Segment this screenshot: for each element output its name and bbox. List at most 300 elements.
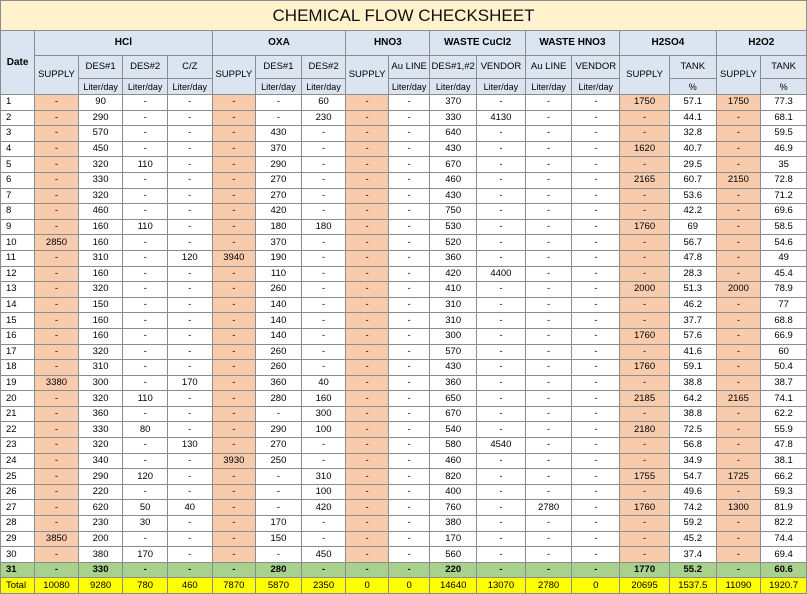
value-cell: -: [388, 531, 429, 547]
value-cell: -: [620, 344, 670, 360]
date-cell: 29: [1, 531, 35, 547]
value-cell: -: [35, 328, 79, 344]
value-cell: -: [212, 313, 256, 329]
value-cell: -: [167, 110, 212, 126]
value-cell: -: [477, 469, 526, 485]
value-cell: 520: [430, 235, 477, 251]
value-cell: -: [716, 141, 761, 157]
value-cell: 13070: [477, 578, 526, 594]
value-cell: 78.9: [761, 282, 807, 298]
column-header: SUPPLY: [212, 56, 256, 95]
date-cell: 19: [1, 375, 35, 391]
value-cell: -: [572, 344, 620, 360]
value-cell: 40: [167, 500, 212, 516]
column-header: DES#1: [78, 56, 123, 79]
value-cell: 300: [78, 375, 123, 391]
value-cell: 560: [430, 547, 477, 563]
value-cell: -: [346, 375, 389, 391]
value-cell: 55.2: [669, 562, 716, 578]
value-cell: 1750: [620, 95, 670, 111]
value-cell: -: [525, 484, 572, 500]
value-cell: -: [212, 126, 256, 142]
value-cell: 42.2: [669, 204, 716, 220]
value-cell: 3940: [212, 250, 256, 266]
value-cell: -: [388, 516, 429, 532]
value-cell: -: [346, 547, 389, 563]
value-cell: -: [388, 141, 429, 157]
value-cell: -: [620, 235, 670, 251]
value-cell: 2165: [716, 391, 761, 407]
value-cell: -: [477, 516, 526, 532]
value-cell: -: [572, 126, 620, 142]
value-cell: -: [388, 438, 429, 454]
value-cell: -: [346, 235, 389, 251]
value-cell: 420: [430, 266, 477, 282]
value-cell: -: [346, 344, 389, 360]
value-cell: 220: [78, 484, 123, 500]
value-cell: -: [477, 453, 526, 469]
value-cell: 68.8: [761, 313, 807, 329]
value-cell: -: [388, 360, 429, 376]
value-cell: -: [525, 95, 572, 111]
value-cell: 430: [430, 141, 477, 157]
value-cell: -: [212, 516, 256, 532]
value-cell: 49.6: [669, 484, 716, 500]
value-cell: -: [477, 250, 526, 266]
value-cell: -: [346, 360, 389, 376]
value-cell: -: [123, 297, 168, 313]
table-row: [1, 469, 807, 485]
value-cell: 640: [430, 126, 477, 142]
value-cell: -: [35, 266, 79, 282]
sheet-title: CHEMICAL FLOW CHECKSHEET: [1, 1, 807, 31]
value-cell: 10080: [35, 578, 79, 594]
unit-header: Liter/day: [477, 79, 526, 95]
column-header: DES#1: [256, 56, 302, 79]
value-cell: 38.1: [761, 453, 807, 469]
value-cell: -: [35, 282, 79, 298]
value-cell: -: [212, 188, 256, 204]
value-cell: -: [346, 406, 389, 422]
table-row: [1, 484, 807, 500]
value-cell: 330: [78, 172, 123, 188]
value-cell: -: [572, 172, 620, 188]
value-cell: 1760: [620, 328, 670, 344]
value-cell: -: [346, 141, 389, 157]
value-cell: 180: [256, 219, 302, 235]
value-cell: -: [167, 406, 212, 422]
value-cell: 460: [167, 578, 212, 594]
value-cell: 620: [78, 500, 123, 516]
value-cell: -: [346, 266, 389, 282]
value-cell: -: [477, 235, 526, 251]
value-cell: -: [167, 562, 212, 578]
table-row: [1, 344, 807, 360]
value-cell: -: [123, 328, 168, 344]
value-cell: 360: [430, 250, 477, 266]
column-header: C/Z: [167, 56, 212, 79]
value-cell: 220: [430, 562, 477, 578]
value-cell: 310: [430, 297, 477, 313]
value-cell: -: [167, 469, 212, 485]
value-cell: 68.1: [761, 110, 807, 126]
value-cell: 300: [301, 406, 346, 422]
value-cell: -: [35, 469, 79, 485]
value-cell: -: [716, 313, 761, 329]
value-cell: -: [572, 469, 620, 485]
date-cell: 8: [1, 204, 35, 220]
value-cell: 270: [256, 172, 302, 188]
value-cell: -: [525, 375, 572, 391]
value-cell: -: [301, 172, 346, 188]
subheader-row: [1, 56, 807, 79]
group-oxa: OXA: [212, 31, 346, 56]
value-cell: 570: [430, 344, 477, 360]
value-cell: -: [123, 313, 168, 329]
value-cell: 170: [430, 531, 477, 547]
value-cell: -: [212, 531, 256, 547]
value-cell: -: [123, 406, 168, 422]
value-cell: -: [167, 219, 212, 235]
value-cell: 410: [430, 282, 477, 298]
value-cell: 11090: [716, 578, 761, 594]
value-cell: 110: [123, 219, 168, 235]
value-cell: -: [572, 204, 620, 220]
value-cell: 1537.5: [669, 578, 716, 594]
value-cell: 430: [256, 126, 302, 142]
value-cell: 360: [430, 375, 477, 391]
value-cell: -: [167, 172, 212, 188]
value-cell: -: [525, 297, 572, 313]
column-header: SUPPLY: [620, 56, 670, 95]
value-cell: 4540: [477, 438, 526, 454]
table-row: [1, 235, 807, 251]
value-cell: -: [301, 360, 346, 376]
value-cell: -: [301, 453, 346, 469]
value-cell: -: [525, 157, 572, 173]
value-cell: -: [716, 360, 761, 376]
value-cell: 370: [256, 141, 302, 157]
value-cell: 370: [430, 95, 477, 111]
date-cell: 25: [1, 469, 35, 485]
value-cell: -: [572, 375, 620, 391]
value-cell: -: [572, 250, 620, 266]
value-cell: -: [620, 266, 670, 282]
value-cell: -: [525, 453, 572, 469]
value-cell: 1760: [620, 500, 670, 516]
value-cell: 760: [430, 500, 477, 516]
value-cell: -: [123, 531, 168, 547]
value-cell: 29.5: [669, 157, 716, 173]
value-cell: 1725: [716, 469, 761, 485]
value-cell: -: [525, 110, 572, 126]
value-cell: -: [35, 126, 79, 142]
value-cell: 2000: [620, 282, 670, 298]
value-cell: 50: [123, 500, 168, 516]
value-cell: -: [388, 313, 429, 329]
value-cell: -: [525, 266, 572, 282]
value-cell: -: [716, 157, 761, 173]
value-cell: -: [35, 500, 79, 516]
value-cell: -: [346, 453, 389, 469]
value-cell: -: [525, 313, 572, 329]
value-cell: -: [572, 562, 620, 578]
value-cell: 230: [78, 516, 123, 532]
value-cell: -: [477, 360, 526, 376]
table-row: [1, 110, 807, 126]
table-row: [1, 297, 807, 313]
value-cell: -: [620, 453, 670, 469]
value-cell: -: [572, 219, 620, 235]
value-cell: 650: [430, 391, 477, 407]
value-cell: 1760: [620, 360, 670, 376]
value-cell: -: [572, 547, 620, 563]
value-cell: -: [525, 188, 572, 204]
value-cell: 28.3: [669, 266, 716, 282]
value-cell: 460: [78, 204, 123, 220]
value-cell: 38.7: [761, 375, 807, 391]
table-row: [1, 375, 807, 391]
value-cell: -: [35, 297, 79, 313]
date-cell: 28: [1, 516, 35, 532]
value-cell: -: [123, 282, 168, 298]
value-cell: -: [212, 172, 256, 188]
value-cell: 2180: [620, 422, 670, 438]
value-cell: -: [388, 469, 429, 485]
value-cell: -: [525, 282, 572, 298]
value-cell: 77: [761, 297, 807, 313]
column-header: VENDOR: [572, 56, 620, 79]
value-cell: -: [123, 95, 168, 111]
value-cell: -: [346, 531, 389, 547]
value-cell: -: [525, 562, 572, 578]
value-cell: -: [35, 422, 79, 438]
value-cell: -: [572, 282, 620, 298]
value-cell: -: [477, 391, 526, 407]
value-cell: -: [301, 282, 346, 298]
value-cell: -: [123, 344, 168, 360]
value-cell: -: [35, 95, 79, 111]
value-cell: -: [212, 110, 256, 126]
value-cell: -: [212, 469, 256, 485]
value-cell: -: [212, 484, 256, 500]
value-cell: -: [167, 484, 212, 500]
unit-header: Liter/day: [301, 79, 346, 95]
value-cell: -: [388, 235, 429, 251]
value-cell: -: [388, 204, 429, 220]
value-cell: -: [301, 141, 346, 157]
value-cell: -: [716, 297, 761, 313]
value-cell: -: [716, 126, 761, 142]
unit-header: Liter/day: [572, 79, 620, 95]
value-cell: -: [35, 172, 79, 188]
value-cell: 66.2: [761, 469, 807, 485]
date-cell: 23: [1, 438, 35, 454]
value-cell: 5870: [256, 578, 302, 594]
value-cell: -: [35, 188, 79, 204]
value-cell: -: [716, 531, 761, 547]
value-cell: -: [388, 172, 429, 188]
value-cell: -: [388, 484, 429, 500]
value-cell: -: [572, 297, 620, 313]
value-cell: -: [388, 562, 429, 578]
value-cell: 670: [430, 406, 477, 422]
value-cell: -: [716, 344, 761, 360]
column-header: Au LINE: [525, 56, 572, 79]
date-cell: 13: [1, 282, 35, 298]
value-cell: 0: [388, 578, 429, 594]
value-cell: -: [346, 422, 389, 438]
table-row: [1, 188, 807, 204]
value-cell: -: [716, 188, 761, 204]
value-cell: 250: [256, 453, 302, 469]
value-cell: 160: [78, 219, 123, 235]
value-cell: 230: [301, 110, 346, 126]
value-cell: 80: [123, 422, 168, 438]
value-cell: 2850: [35, 235, 79, 251]
value-cell: 77.3: [761, 95, 807, 111]
value-cell: 320: [78, 282, 123, 298]
value-cell: 2185: [620, 391, 670, 407]
value-cell: -: [167, 297, 212, 313]
value-cell: 59.2: [669, 516, 716, 532]
value-cell: 400: [430, 484, 477, 500]
value-cell: -: [572, 516, 620, 532]
value-cell: -: [346, 157, 389, 173]
value-cell: -: [572, 422, 620, 438]
value-cell: -: [716, 328, 761, 344]
value-cell: -: [525, 438, 572, 454]
value-cell: -: [525, 172, 572, 188]
value-cell: -: [256, 406, 302, 422]
value-cell: -: [477, 562, 526, 578]
value-cell: -: [35, 344, 79, 360]
value-cell: 300: [430, 328, 477, 344]
value-cell: 750: [430, 204, 477, 220]
value-cell: -: [167, 204, 212, 220]
value-cell: 460: [430, 453, 477, 469]
date-cell: 22: [1, 422, 35, 438]
value-cell: -: [123, 235, 168, 251]
value-cell: 2150: [716, 172, 761, 188]
value-cell: -: [620, 375, 670, 391]
value-cell: -: [301, 126, 346, 142]
value-cell: -: [388, 453, 429, 469]
value-cell: 430: [430, 360, 477, 376]
value-cell: -: [716, 235, 761, 251]
value-cell: -: [346, 500, 389, 516]
column-header: SUPPLY: [716, 56, 761, 95]
value-cell: -: [346, 313, 389, 329]
value-cell: -: [301, 266, 346, 282]
value-cell: 540: [430, 422, 477, 438]
value-cell: 670: [430, 157, 477, 173]
value-cell: -: [477, 422, 526, 438]
value-cell: -: [620, 484, 670, 500]
value-cell: -: [35, 516, 79, 532]
value-cell: -: [525, 219, 572, 235]
value-cell: -: [525, 235, 572, 251]
value-cell: 330: [78, 422, 123, 438]
value-cell: -: [167, 360, 212, 376]
value-cell: -: [301, 562, 346, 578]
value-cell: 46.9: [761, 141, 807, 157]
value-cell: 570: [78, 126, 123, 142]
value-cell: -: [388, 157, 429, 173]
date-cell: 5: [1, 157, 35, 173]
value-cell: -: [212, 204, 256, 220]
value-cell: -: [525, 547, 572, 563]
value-cell: -: [301, 531, 346, 547]
table-row: [1, 406, 807, 422]
value-cell: -: [525, 516, 572, 532]
value-cell: 58.5: [761, 219, 807, 235]
value-cell: 310: [430, 313, 477, 329]
date-cell: 11: [1, 250, 35, 266]
value-cell: -: [572, 500, 620, 516]
value-cell: -: [301, 157, 346, 173]
value-cell: 47.8: [761, 438, 807, 454]
value-cell: -: [477, 282, 526, 298]
value-cell: -: [212, 328, 256, 344]
value-cell: -: [301, 328, 346, 344]
value-cell: -: [572, 438, 620, 454]
value-cell: -: [346, 110, 389, 126]
value-cell: -: [620, 110, 670, 126]
value-cell: 380: [430, 516, 477, 532]
value-cell: -: [620, 516, 670, 532]
value-cell: 100: [301, 422, 346, 438]
date-cell: 4: [1, 141, 35, 157]
value-cell: -: [346, 95, 389, 111]
value-cell: -: [35, 484, 79, 500]
value-cell: 260: [256, 344, 302, 360]
group-hno3: HNO3: [346, 31, 430, 56]
value-cell: 30: [123, 516, 168, 532]
value-cell: -: [301, 313, 346, 329]
value-cell: -: [301, 235, 346, 251]
value-cell: -: [716, 484, 761, 500]
value-cell: 180: [301, 219, 346, 235]
value-cell: 56.7: [669, 235, 716, 251]
value-cell: 1300: [716, 500, 761, 516]
value-cell: 110: [123, 157, 168, 173]
value-cell: -: [123, 110, 168, 126]
value-cell: -: [525, 141, 572, 157]
value-cell: -: [525, 204, 572, 220]
value-cell: 59.1: [669, 360, 716, 376]
value-cell: -: [572, 313, 620, 329]
value-cell: 60: [761, 344, 807, 360]
value-cell: -: [388, 95, 429, 111]
value-cell: 1750: [716, 95, 761, 111]
group-h2so4: H2SO4: [620, 31, 716, 56]
value-cell: -: [35, 562, 79, 578]
value-cell: 320: [78, 391, 123, 407]
value-cell: -: [212, 297, 256, 313]
value-cell: -: [212, 141, 256, 157]
unit-header: Liter/day: [256, 79, 302, 95]
value-cell: -: [212, 95, 256, 111]
value-cell: 0: [346, 578, 389, 594]
column-header: DES#2: [301, 56, 346, 79]
value-cell: 320: [78, 157, 123, 173]
unit-header: Liter/day: [123, 79, 168, 95]
value-cell: -: [716, 204, 761, 220]
value-cell: 66.9: [761, 328, 807, 344]
date-cell: 1: [1, 95, 35, 111]
value-cell: -: [212, 266, 256, 282]
